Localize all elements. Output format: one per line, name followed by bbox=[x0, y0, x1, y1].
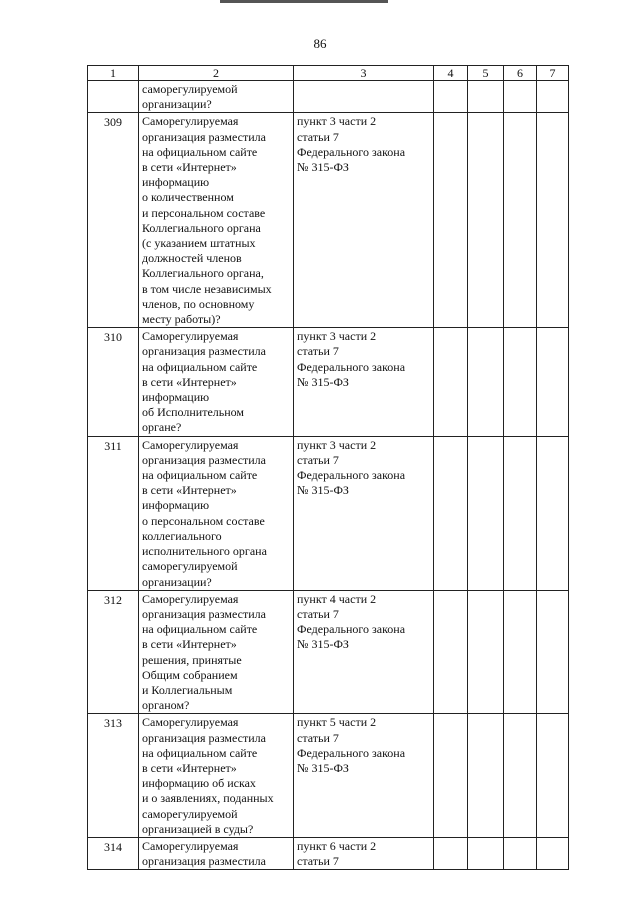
question-line: организации? bbox=[142, 97, 212, 112]
question-line: Саморегулируемая bbox=[142, 329, 239, 344]
basis-line: № 315-ФЗ bbox=[297, 483, 349, 498]
answer-cell-col5 bbox=[468, 81, 504, 113]
answer-cell-col4 bbox=[434, 436, 468, 590]
requirement-question bbox=[139, 590, 294, 714]
answer-cell-col6 bbox=[504, 590, 537, 714]
answer-cell-col4 bbox=[434, 714, 468, 838]
basis-line: статьи 7 bbox=[297, 606, 339, 621]
header-cell-3: 3 bbox=[294, 66, 434, 81]
question-line: организация разместила bbox=[142, 129, 266, 144]
answer-cell-col7 bbox=[537, 113, 569, 328]
question-line: саморегулируемой bbox=[142, 806, 238, 821]
question-line: на официальном сайте bbox=[142, 622, 258, 637]
question-line: и персональном составе bbox=[142, 205, 266, 220]
question-line: организацией в суды? bbox=[142, 821, 254, 836]
table-row bbox=[88, 590, 569, 714]
question-line: информацию bbox=[142, 175, 210, 190]
question-line: должностей членов bbox=[142, 251, 242, 266]
basis-line: пункт 3 части 2 bbox=[297, 114, 377, 129]
answer-cell-col6 bbox=[504, 328, 537, 436]
question-line: информацию об исках bbox=[142, 776, 256, 791]
question-line: организация разместила bbox=[142, 854, 266, 869]
question-line: органе? bbox=[142, 420, 182, 435]
answer-cell-col6 bbox=[504, 113, 537, 328]
basis-line: пункт 3 части 2 bbox=[297, 329, 377, 344]
question-line: информацию bbox=[142, 390, 210, 405]
question-line: о персональном составе bbox=[142, 513, 265, 528]
question-line: в сети «Интернет» bbox=[142, 637, 237, 652]
question-line: Саморегулируемая bbox=[142, 437, 239, 452]
requirement-question bbox=[139, 837, 294, 869]
basis-line: № 315-ФЗ bbox=[297, 160, 349, 175]
row-number: 311 bbox=[88, 436, 139, 590]
basis-line: Федерального закона bbox=[297, 468, 406, 483]
question-line: на официальном сайте bbox=[142, 468, 258, 483]
legal-basis bbox=[294, 81, 434, 113]
basis-line: № 315-ФЗ bbox=[297, 760, 349, 775]
question-line: организация разместила bbox=[142, 606, 266, 621]
basis-line: статьи 7 bbox=[297, 854, 339, 869]
question-line: в сети «Интернет» bbox=[142, 760, 237, 775]
row-number: 313 bbox=[88, 714, 139, 838]
question-line: органом? bbox=[142, 698, 190, 713]
question-line: о количественном bbox=[142, 190, 234, 205]
question-line: в том числе независимых bbox=[142, 281, 272, 296]
answer-cell-col5 bbox=[468, 436, 504, 590]
row-number: 309 bbox=[88, 113, 139, 328]
answer-cell-col4 bbox=[434, 837, 468, 869]
answer-cell-col7 bbox=[537, 837, 569, 869]
question-line: в сети «Интернет» bbox=[142, 374, 237, 389]
header-cell-6: 6 bbox=[504, 66, 537, 81]
requirement-question bbox=[139, 113, 294, 328]
question-line: Общим собранием bbox=[142, 667, 238, 682]
answer-cell-col7 bbox=[537, 590, 569, 714]
requirement-question bbox=[139, 436, 294, 590]
row-number: 312 bbox=[88, 590, 139, 714]
table-row bbox=[88, 328, 569, 436]
basis-line: пункт 5 части 2 bbox=[297, 715, 377, 730]
question-line: об Исполнительном bbox=[142, 405, 245, 420]
question-line: и о заявлениях, поданных bbox=[142, 791, 274, 806]
basis-line: Федерального закона bbox=[297, 359, 406, 374]
table-row bbox=[88, 436, 569, 590]
answer-cell-col6 bbox=[504, 81, 537, 113]
question-line: решения, принятые bbox=[142, 652, 242, 667]
basis-line: статьи 7 bbox=[297, 730, 339, 745]
answer-cell-col6 bbox=[504, 714, 537, 838]
legal-basis bbox=[294, 590, 434, 714]
question-line: на официальном сайте bbox=[142, 144, 258, 159]
basis-line: статьи 7 bbox=[297, 452, 339, 467]
answer-cell-col7 bbox=[537, 81, 569, 113]
question-line: Саморегулируемая bbox=[142, 838, 239, 853]
requirement-question bbox=[139, 81, 294, 113]
table-row bbox=[88, 81, 569, 113]
answer-cell-col4 bbox=[434, 113, 468, 328]
requirement-question bbox=[139, 714, 294, 838]
question-line: в сети «Интернет» bbox=[142, 160, 237, 175]
table-header-row bbox=[88, 66, 569, 81]
basis-line: пункт 3 части 2 bbox=[297, 437, 377, 452]
basis-line: № 315-ФЗ bbox=[297, 374, 349, 389]
header-cell-1: 1 bbox=[88, 66, 139, 81]
question-line: коллегиального bbox=[142, 528, 222, 543]
question-line: Саморегулируемая bbox=[142, 591, 239, 606]
legal-basis bbox=[294, 436, 434, 590]
answer-cell-col6 bbox=[504, 837, 537, 869]
requirement-question bbox=[139, 328, 294, 436]
question-line: организации? bbox=[142, 574, 212, 589]
question-line: исполнительного органа bbox=[142, 544, 267, 559]
basis-line: Федерального закона bbox=[297, 144, 406, 159]
answer-cell-col4 bbox=[434, 328, 468, 436]
question-line: и Коллегиальным bbox=[142, 682, 233, 697]
table-row bbox=[88, 714, 569, 838]
basis-line: № 315-ФЗ bbox=[297, 637, 349, 652]
basis-line: статьи 7 bbox=[297, 344, 339, 359]
answer-cell-col5 bbox=[468, 837, 504, 869]
answer-cell-col6 bbox=[504, 436, 537, 590]
question-line: саморегулируемой bbox=[142, 82, 238, 96]
question-line: Саморегулируемая bbox=[142, 715, 239, 730]
question-line: организация разместила bbox=[142, 344, 266, 359]
table-row bbox=[88, 837, 569, 869]
header-cell-5: 5 bbox=[468, 66, 504, 81]
row-number: 314 bbox=[88, 837, 139, 869]
question-line: саморегулируемой bbox=[142, 559, 238, 574]
question-line: на официальном сайте bbox=[142, 745, 258, 760]
row-number bbox=[88, 81, 139, 113]
answer-cell-col5 bbox=[468, 714, 504, 838]
answer-cell-col7 bbox=[537, 328, 569, 436]
answer-cell-col5 bbox=[468, 328, 504, 436]
question-line: организация разместила bbox=[142, 452, 266, 467]
row-number: 310 bbox=[88, 328, 139, 436]
answer-cell-col5 bbox=[468, 113, 504, 328]
top-rule bbox=[220, 0, 388, 3]
question-line: Коллегиального органа, bbox=[142, 266, 264, 281]
question-line: Коллегиального органа bbox=[142, 220, 261, 235]
header-cell-4: 4 bbox=[434, 66, 468, 81]
legal-basis bbox=[294, 837, 434, 869]
header-cell-7: 7 bbox=[537, 66, 569, 81]
question-line: организация разместила bbox=[142, 730, 266, 745]
legal-basis bbox=[294, 113, 434, 328]
answer-cell-col5 bbox=[468, 590, 504, 714]
basis-line: статьи 7 bbox=[297, 129, 339, 144]
question-line: информацию bbox=[142, 498, 210, 513]
question-line: Саморегулируемая bbox=[142, 114, 239, 129]
basis-line: Федерального закона bbox=[297, 622, 406, 637]
basis-line: пункт 6 части 2 bbox=[297, 838, 377, 853]
legal-basis bbox=[294, 714, 434, 838]
table-row bbox=[88, 113, 569, 328]
question-line: в сети «Интернет» bbox=[142, 483, 237, 498]
question-line: месту работы)? bbox=[142, 312, 221, 327]
question-line: на официальном сайте bbox=[142, 359, 258, 374]
answer-cell-col4 bbox=[434, 590, 468, 714]
legal-basis bbox=[294, 328, 434, 436]
basis-line: пункт 4 части 2 bbox=[297, 591, 377, 606]
page-number: 86 bbox=[313, 36, 327, 51]
header-cell-2: 2 bbox=[139, 66, 294, 81]
question-line: членов, по основному bbox=[142, 296, 255, 311]
checklist-table bbox=[87, 65, 569, 870]
answer-cell-col7 bbox=[537, 436, 569, 590]
question-line: (с указанием штатных bbox=[142, 236, 256, 251]
answer-cell-col4 bbox=[434, 81, 468, 113]
answer-cell-col7 bbox=[537, 714, 569, 838]
basis-line: Федерального закона bbox=[297, 745, 406, 760]
